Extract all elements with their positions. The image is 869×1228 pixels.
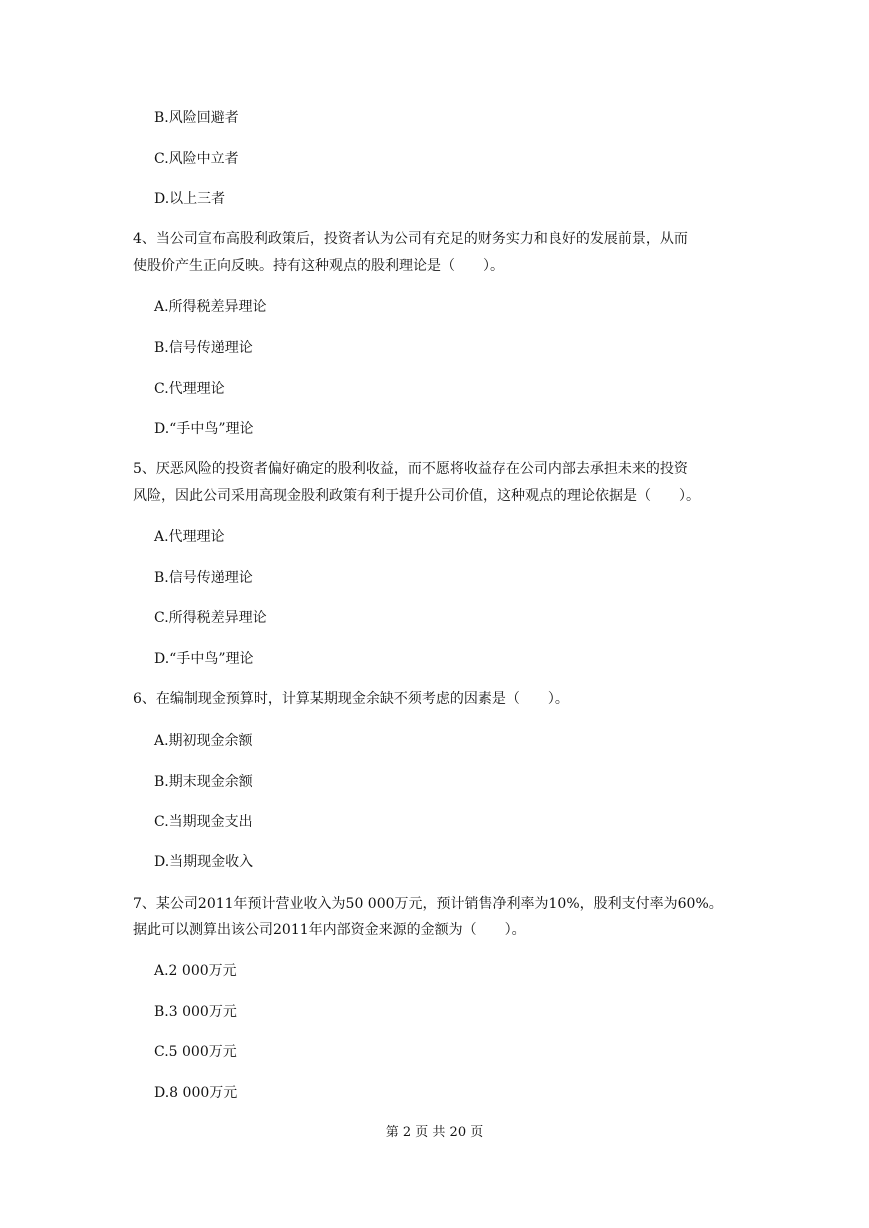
question-5-option-a: A.代理理论 xyxy=(154,529,225,545)
question-5-option-d: D.“手中鸟”理论 xyxy=(154,651,254,667)
question-7-text-cont: 据此可以测算出该公司2011年内部资金来源的金额为（ ）。 xyxy=(133,922,526,938)
question-5-text: 5、厌恶风险的投资者偏好确定的股利收益，而不愿将收益存在公司内部去承担未来的投资 xyxy=(133,461,688,477)
question-7-option-d: D.8 000万元 xyxy=(154,1085,238,1101)
question-7-option-c: C.5 000万元 xyxy=(154,1044,237,1060)
question-4-option-a: A.所得税差异理论 xyxy=(154,299,267,315)
question-4-text-cont: 使股价产生正向反映。持有这种观点的股利理论是（ ）。 xyxy=(133,258,504,274)
question-4-option-c: C.代理理论 xyxy=(154,381,225,397)
page-footer: 第 2 页 共 20 页 xyxy=(385,1125,484,1140)
question-5-option-c: C.所得税差异理论 xyxy=(154,610,267,626)
question-7-option-a: A.2 000万元 xyxy=(154,963,237,979)
question-6-option-c: C.当期现金支出 xyxy=(154,814,253,830)
question-5-text-cont: 风险，因此公司采用高现金股利政策有利于提升公司价值，这种观点的理论依据是（ ）。 xyxy=(133,488,700,504)
question-5-option-b: B.信号传递理论 xyxy=(154,570,253,586)
question-6-option-b: B.期末现金余额 xyxy=(154,774,253,790)
option-d-prev: D.以上三者 xyxy=(154,191,226,207)
question-6-option-d: D.当期现金收入 xyxy=(154,854,254,870)
option-c-prev: C.风险中立者 xyxy=(154,151,239,167)
question-6-option-a: A.期初现金余额 xyxy=(154,733,253,749)
question-7-text: 7、某公司2011年预计营业收入为50 000万元，预计销售净利率为10%，股利支付率为60%。 xyxy=(133,896,723,912)
question-6-text: 6、在编制现金预算时，计算某期现金余缺不须考虑的因素是（ ）。 xyxy=(133,691,569,707)
question-4-text: 4、当公司宣布高股利政策后，投资者认为公司有充足的财务实力和良好的发展前景，从而 xyxy=(133,231,688,247)
question-7-option-b: B.3 000万元 xyxy=(154,1004,237,1020)
question-4-option-b: B.信号传递理论 xyxy=(154,340,253,356)
question-4-option-d: D.“手中鸟”理论 xyxy=(154,421,254,437)
option-b-prev: B.风险回避者 xyxy=(154,110,239,126)
